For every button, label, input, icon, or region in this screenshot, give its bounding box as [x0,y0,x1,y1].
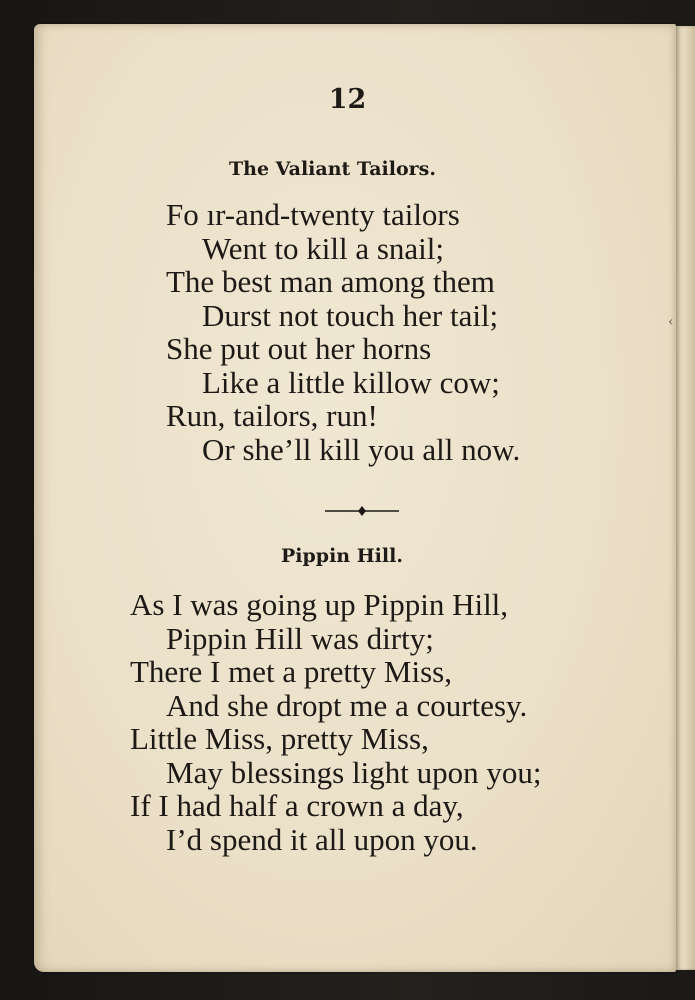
next-page-edge [676,26,695,970]
poem-line: Pippin Hill was dirty; [166,620,434,656]
poem-line: Or she’ll kill you all now. [202,431,521,467]
poem-title-pippin-hill: Pippin Hill. [281,545,403,567]
poem-line: And she dropt me a courtesy. [166,687,528,723]
poem-line: Run, tailors, run! [166,398,378,433]
poem-pippin-hill [130,588,541,856]
poem-line: Fo ır-and-twenty tailors [166,197,460,232]
poem-line: She put out her horns [166,331,432,366]
poem-line: Went to kill a snail; [202,230,445,266]
poem-line: May blessings light upon you; [166,754,542,790]
poem-line: Little Miss, pretty Miss, [130,721,429,756]
poem-line: If I had half a crown a day, [130,788,464,823]
poem-line: I’d spend it all upon you. [166,821,478,857]
poem-valiant-tailors [166,198,520,466]
page-number: 12 [328,84,367,115]
page-edge-mark: ‹ [668,314,674,330]
poem-line: Durst not touch her tail; [202,297,499,333]
poem-line: As I was going up Pippin Hill, [130,587,509,622]
poem-line: The best man among them [166,264,495,299]
poem-line: Like a little killow cow; [202,364,500,400]
poem-line: There I met a pretty Miss, [130,654,452,689]
poem-title-valiant-tailors: The Valiant Tailors. [229,158,436,180]
ornament-divider [323,505,401,517]
